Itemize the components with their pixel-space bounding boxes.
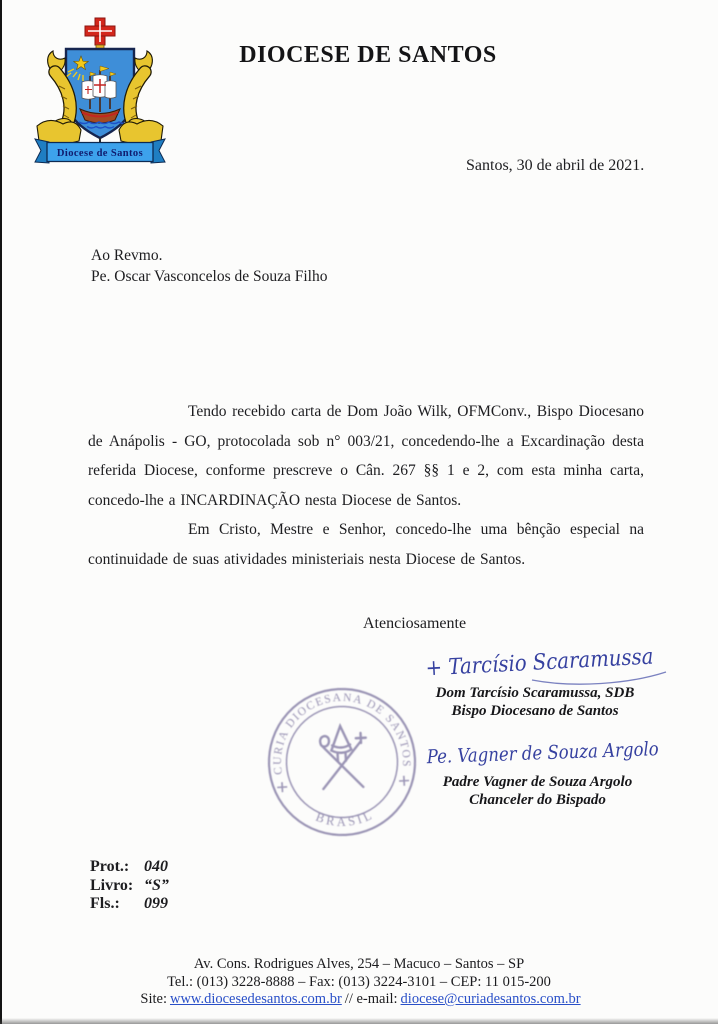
svg-text:BRASIL [313,807,377,831]
letterhead-title: DIOCESE DE SANTOS [239,42,497,68]
protocol-value: 040 [144,858,168,875]
footer-contacts: Tel.: (013) 3228-8888 – Fax: (013) 3224-3101 – CEP: 11 015-200 [167,973,551,990]
dateline: Santos, 30 de abril de 2021. [466,157,645,174]
protocol-label: Prot.: [90,858,130,875]
footer-site-label: Site: [140,991,167,1007]
protocol-row [90,858,169,877]
body-paragraph-2: Em Cristo, Mestre e Senhor, concedo-lhe uma bênção especial na continuidade de suas atividades ministeriais nesta Diocese de Santos. [88,521,644,568]
footer-site-link[interactable]: www.diocesedesantos.com.br [169,991,342,1007]
footer-web-line [0,991,718,1009]
bishop-signature-block [426,685,644,720]
stamp-mitre-crozier-icon [319,725,368,789]
chancellor-signature-text: Pe. Vagner de Souza Argolo [426,736,694,769]
chancellor-signature-block [430,774,645,809]
diocese-crest-icon [33,14,167,164]
protocol-value: 099 [144,895,168,912]
chancellor-role: Chanceler do Bispado [469,791,606,808]
protocol-label: Fls.: [90,895,120,912]
recipient-salutation: Ao Revmo. [91,247,163,264]
crest-banner-ribbon [35,139,165,163]
curia-stamp [260,680,424,844]
closing-word: Atenciosamente [363,615,467,632]
svg-text:CURIA DIOCESANA DE SANTOS [268,688,412,775]
scan-edge-artifact [0,0,2,1024]
footer-address: Av. Cons. Rodrigues Alves, 254 – Macuco – Santos – SP [193,956,525,972]
bishop-name: Dom Tarcísio Scaramussa, SDB [435,685,635,701]
chancellor-name: Padre Vagner de Souza Argolo [442,774,633,790]
stamp-bottom-text: BRASIL [313,807,377,830]
crest-cross-icon [85,18,115,49]
protocol-label: Livro: [90,876,134,894]
scan-edge-artifact [0,1018,718,1024]
letter-footer [0,956,718,1009]
footer-email-link[interactable]: diocese@curiadesantos.com.br [400,991,581,1007]
stamp-ring-text: CURIA DIOCESANA DE SANTOS [271,691,413,776]
body-paragraph-1: Tendo recebido carta de Dom João Wilk, OFMConv., Bispo Diocesano de Anápolis - GO, protocolada sob n° 003/21, concedendo-lhe a Excardinação desta referida Diocese, conforme prescreve o Cân. 267 §§ 1 e 2, com esta minha carta, concedo-lhe a INCARDINAÇÃO nesta Diocese de Santos. [88,403,644,509]
recipient-name: Pe. Oscar Vasconcelos de Souza Filho [91,267,328,285]
chancellor-signature-handwriting [424,733,694,779]
recipient-block [91,246,327,287]
protocol-row [90,895,169,914]
protocol-value: “S” [144,876,169,894]
letter-body [88,397,644,574]
footer-email-label: // e-mail: [344,991,398,1007]
crest-banner-text: Diocese de Santos [56,148,144,159]
bishop-role: Bispo Diocesano de Santos [451,702,619,719]
bishop-signature-text: + Tarcísio Scaramussa [425,643,681,682]
protocol-row [90,877,169,896]
protocol-block [90,858,169,914]
